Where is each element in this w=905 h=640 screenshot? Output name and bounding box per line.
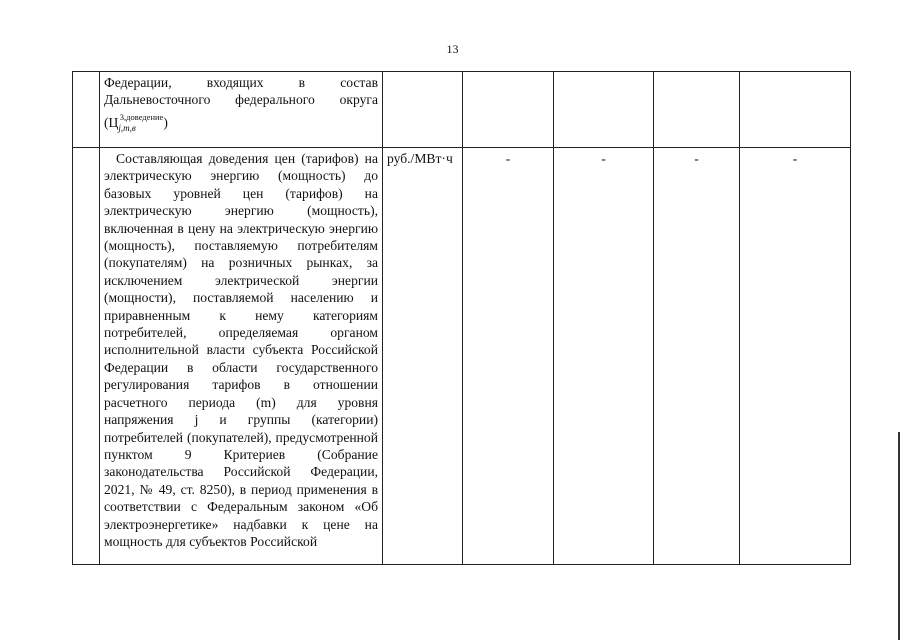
value-cell: - xyxy=(463,148,554,565)
description-text: Федерации, входящих в состав Дальневосточного федерального округа (Ц xyxy=(104,75,378,130)
description-cell xyxy=(100,72,383,148)
value-cell xyxy=(740,72,851,148)
tariff-table xyxy=(72,71,851,565)
description-text: Составляющая доведения цен (тарифов) на электрическую энергию (мощность) до базовых уровней цен (тарифов) на электрическую энергию (мощность), включенная в цену на электрическую энергию (мощность), поставляемую потребителям (покупателям) на розничных рынках, за исключением электрической энергии (мощности), поставляемой населению и приравненным к нему категориям потребителей, определяемая органом исполнительной власти субъекта Российской Федерации в области государственного регулирования тарифов в отношении расчетного периода (m) для уровня напряжения j и группы (категории) потребителей (покупателей), предусмотренной пунктом 9 Критериев (Собрание законодательства Российской Федерации, 2021, № 49, ст. 8250), в период применения в соответствии с Федеральным законом «Об электроэнергетике» надбавки к цене на мощность для субъектов Российской xyxy=(104,151,378,549)
description-cell xyxy=(100,148,383,565)
unit-cell xyxy=(383,72,463,148)
row-number-cell xyxy=(73,72,100,148)
formula-superscript: 3,доведение xyxy=(119,111,164,122)
scan-edge-line xyxy=(898,432,900,640)
value-cell: - xyxy=(654,148,740,565)
value-cell xyxy=(463,72,554,148)
value-cell xyxy=(554,72,654,148)
page-number: 13 xyxy=(446,42,459,56)
value-cell xyxy=(654,72,740,148)
table-row xyxy=(73,148,851,565)
formula-subscript: j,m,в xyxy=(118,122,136,133)
table-row xyxy=(73,72,851,148)
closing-paren: ) xyxy=(163,114,168,130)
formula-symbol xyxy=(118,111,164,133)
unit-cell: руб./МВт·ч xyxy=(383,148,463,565)
value-cell: - xyxy=(554,148,654,565)
row-number-cell xyxy=(73,148,100,565)
value-cell: - xyxy=(740,148,851,565)
